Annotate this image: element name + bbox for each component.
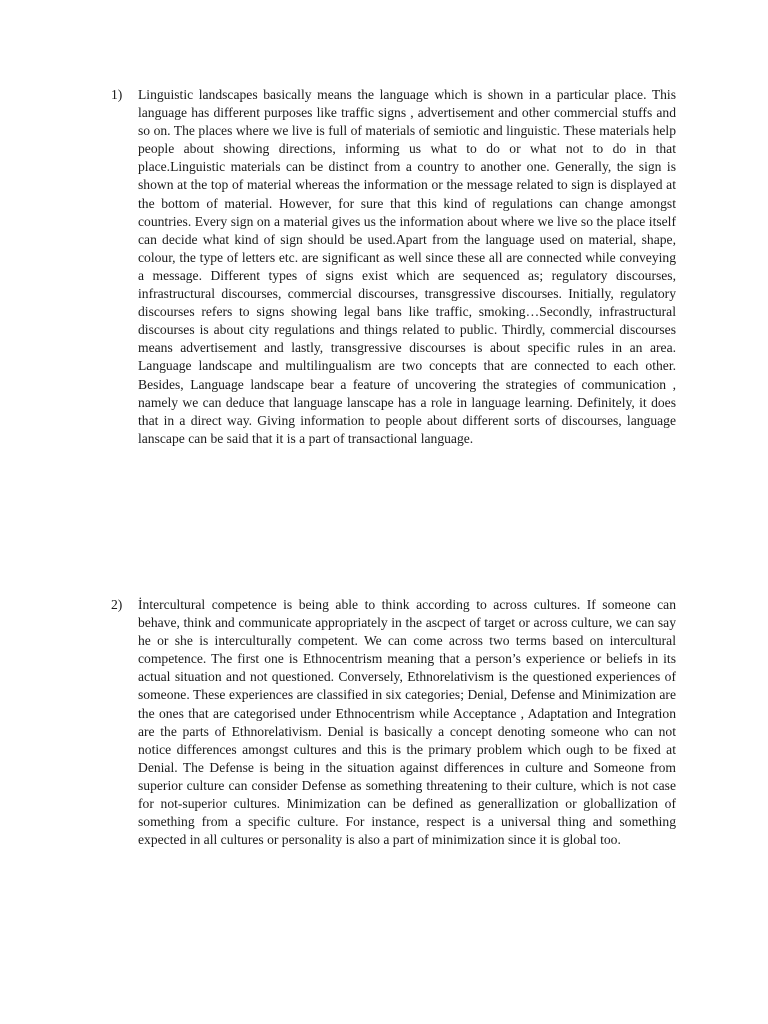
paragraph-linguistic-landscapes: Linguistic landscapes basically means the language which is shown in a particular place. This language has different purposes like traffic signs , advertisement and other commercial stuffs and so on. The places where we live is full of materials of semiotic and linguistic. These materials help people about showing directions, informing us what to do or what not to do in that place.Linguistic materials can be distinct from a country to another one. Generally, the sign is shown at the top of material whereas the information or the message related to sign is displayed at the bottom of material. However, for sure that this kind of regulations can change amongst countries. Every sign on a material gives us the information about where we live so the place itself can decide what kind of sign should be used.Apart from the language used on material, shape, colour, the type of letters etc. are significant as well since these all are connected while conveying a message. Different types of signs exist which are sequenced as; regulatory discourses, infrastructural discourses, commercial discourses, transgressive discourses. Initially, regulatory discourses refers to signs showing legal bans like traffic, smoking…Secondly, infrastructural discourses is about city regulations and things related to public. Thirdly, commercial discourses means advertisement and lastly, transgressive discourses is about specific rules in an area. Language landscape and multilingualism are two concepts that are connected to each other. Besides, Language landscape bear a feature of uncovering the strategies of communication , namely we can deduce that language lanscape has a role in language learning. Definitely, it does that in a direct way. Giving information to people about different sorts of discourses, language lanscape can be said that it is a part of transactional language. — [138, 87, 676, 446]
list-number-1: 1) — [111, 87, 123, 102]
list-item-2 — [111, 596, 676, 849]
list-item-1 — [111, 86, 676, 448]
list-number-2: 2) — [111, 597, 123, 612]
paragraph-intercultural-competence: İntercultural competence is being able to think according to across cultures. If someone can behave, think and communicate appropriately in the ascpect of target or across culture, we can say he or she is interculturally competent. We can come across two terms based on intercultural competence. The first one is Ethnocentrism meaning that a person’s experience or beliefs in its actual situation and not questioned. Conversely, Ethnorelativism is the questioned experiences of someone. These experiences are classified in six categories; Denial, Defense and Minimization are the ones that are categorised under Ethnocentrism while Acceptance , Adaptation and Integration are the parts of Ethnorelativism. Denial is basically a concept denoting someone who can not notice differences amongst cultures and this is the primary problem which ough to be fixed at Denial. The Defense is being in the situation against differences in culture and Someone from superior culture can consider Defense as something threatening to their culture, which is not case for not-superior cultures. Minimization can be defined as generallization or globallization of something from a specific culture. For instance, respect is a universal thing and something expected in all cultures or personality is also a part of minimization since it is global too. — [138, 597, 676, 848]
